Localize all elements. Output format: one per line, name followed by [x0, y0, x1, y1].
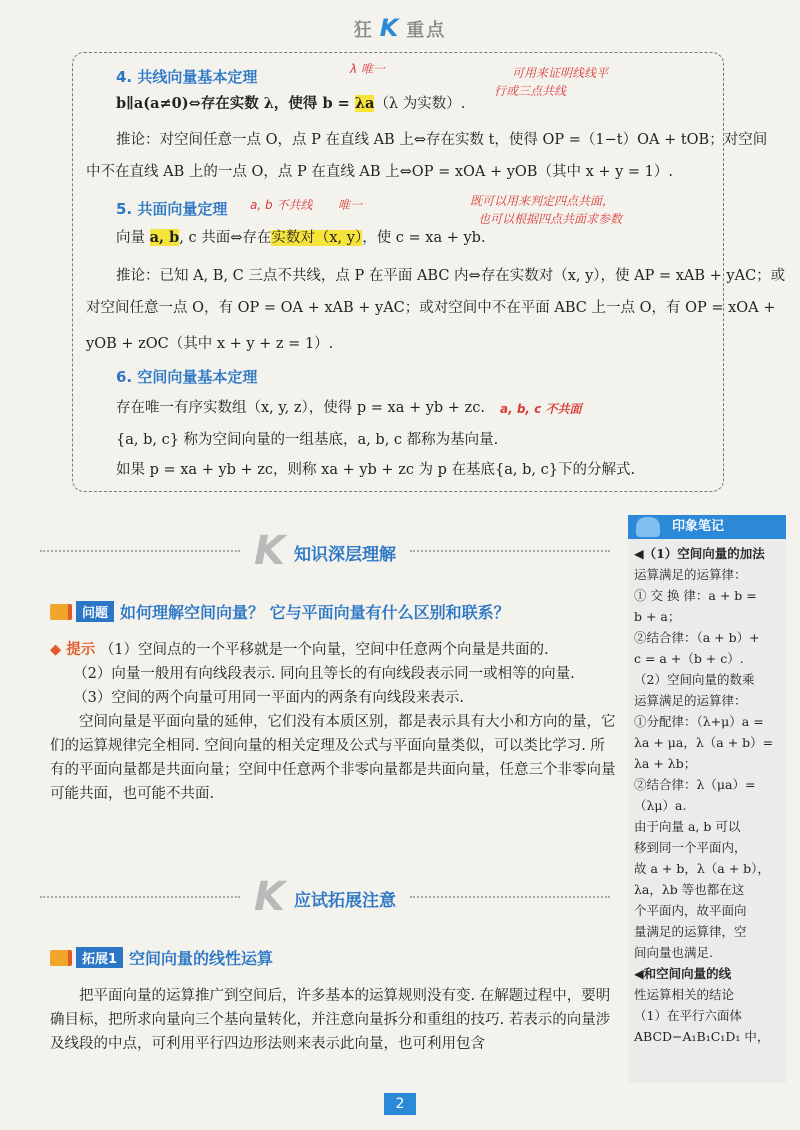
- hint-p1: [50, 638, 618, 662]
- s5-line1-highlight: a, b: [149, 229, 180, 246]
- s6-line3: 如果 p = xa + yb + zc，则称 xa + yb + zc 为 p 在基底{a, b, c}下的分解式.: [116, 462, 636, 478]
- sidebar-line: λa，λb 等也都在这: [634, 882, 745, 897]
- s6-line2: {a, b, c} 称为空间向量的一组基底，a, b, c 都称为基向量.: [116, 432, 499, 448]
- s4-line1-a: b∥a(a≠0)⇔存在实数 λ，使得 b =: [116, 95, 355, 112]
- banner-deep-understanding: [40, 528, 610, 574]
- sidebar-line: 移到同一个平面内，: [634, 840, 747, 855]
- sidebar-line: ◀和空间向量的线: [634, 966, 732, 981]
- s6-line1: 存在唯一有序实数组（x, y, z），使得 p = xa + yb + zc.: [116, 400, 485, 416]
- sidebar-line: ②结合律：（a + b）+: [634, 630, 760, 645]
- page-number: 2: [384, 1093, 416, 1115]
- s4-line1-b: （λ 为实数）.: [374, 96, 466, 112]
- note-lambda-unique: λ 唯一: [350, 62, 385, 76]
- sidebar-header: [628, 515, 786, 539]
- header-left: 狂: [353, 20, 374, 41]
- sidebar-line: ①分配律：（λ+μ）a =: [634, 714, 764, 729]
- sidebar-line: （λμ）a.: [634, 798, 687, 813]
- note-coplanar-a: 既可以用来判定四点共面，: [470, 194, 615, 208]
- s5-inference-3: yOB + zOC（其中 x + y + z = 1）.: [86, 336, 334, 352]
- sidebar-line: 运算满足的运算律：: [634, 567, 747, 582]
- sidebar-line: ◀（1）空间向量的加法: [634, 546, 765, 561]
- elephant-icon: [636, 517, 660, 537]
- sidebar-line: b + a；: [634, 609, 681, 624]
- running-header: [0, 14, 800, 42]
- sidebar-line: 量满足的运算律，空: [634, 924, 747, 939]
- k-logo: K: [379, 14, 401, 42]
- hint-p1-text: （1）空间点的一个平移就是一个向量，空间中任意两个向量是共面的.: [99, 642, 549, 658]
- banner-title: 知识深层理解: [294, 545, 396, 565]
- s4-inference-1: 推论：对空间任意一点 O，点 P 在直线 AB 上⇔存在实数 t，使得 OP =（1−t）OA + tOB；对空间: [116, 132, 768, 148]
- section-6-title: 6. 空间向量基本定理: [116, 368, 258, 386]
- note-collinear-a: 可用来证明线线平: [512, 66, 609, 80]
- s5-line1-a: 向量: [116, 230, 150, 246]
- sidebar-body: [628, 539, 786, 1047]
- expand-title: 空间向量的线性运算: [129, 949, 274, 968]
- hint-block: [50, 638, 618, 806]
- header-right: 重点: [406, 20, 447, 41]
- note-collinear-b: 行或三点共线: [494, 84, 567, 98]
- s5-line1-highlight-2: 实数对（x, y）: [271, 230, 363, 246]
- banner-rule-left: [40, 550, 240, 552]
- sidebar-line: λa + λb；: [634, 756, 697, 771]
- s5-line1: [116, 228, 486, 248]
- expand-paragraph: 把平面向量的运算推广到空间后，许多基本的运算规则没有变. 在解题过程中，要明确目标，把所求向量向三个基向量转化，并注意向量拆分和重组的技巧. 若表示的向量涉及线段的中点，可利用平行四边形法则来表示此向量，也可利用包含: [50, 988, 611, 1052]
- hint-p4: 空间向量是平面向量的延伸，它们没有本质区别，都是表示具有大小和方向的量，它们的运算规律完全相同. 空间向量的相关定理及公式与平面向量类似，可以类比学习. 所有的平面向量都是共面向量；空间中任意两个非零向量都是共面向量，任意三个非零向量可能共面，也可能不共面.: [50, 714, 616, 802]
- sidebar-notes: [628, 515, 786, 1083]
- s4-line1-highlight: λa: [354, 95, 375, 112]
- sidebar-line: λa + μa，λ（a + b）=: [634, 735, 774, 750]
- banner2-rule-left: [40, 896, 240, 898]
- hint-label: ◆ 提示: [50, 642, 96, 658]
- note-not-coplanar: a, b, c 不共面: [500, 402, 582, 416]
- sidebar-line: （1）在平行六面体: [634, 1008, 742, 1023]
- sidebar-line: ① 交 换 律：a + b =: [634, 588, 757, 603]
- hint-p2: （2）向量一般用有向线段表示. 同向且等长的有向线段表示同一或相等的向量.: [73, 666, 575, 682]
- question-title: 如何理解空间向量？ 它与平面向量有什么区别和联系？: [120, 603, 510, 622]
- sidebar-line: 由于向量 a, b 可以: [634, 819, 741, 834]
- note-unique: 唯一: [338, 198, 363, 212]
- banner-exam-notes: [40, 874, 610, 920]
- sidebar-line: c = a +（b + c）.: [634, 651, 744, 666]
- question-tag: 问题: [76, 601, 114, 622]
- expand-tag: 拓展1: [76, 947, 123, 968]
- hint-label-text: 提示: [66, 642, 96, 658]
- banner-rule-right: [410, 550, 610, 552]
- s5-line1-c: ，使 c = xa + yb.: [362, 230, 486, 246]
- book-icon: [50, 950, 72, 966]
- sidebar-line: 运算满足的运算律：: [634, 693, 747, 708]
- sidebar-line: ②结合律：λ（μa）=: [634, 777, 756, 792]
- sidebar-title: 印象笔记: [672, 519, 725, 534]
- s5-inference-2: 对空间任意一点 O，有 OP = OA + xAB + yAC；或对空间中不在平面 ABC 上一点 O，有 OP = xOA +: [86, 300, 776, 316]
- s4-line1: [116, 94, 465, 114]
- sidebar-line: 故 a + b，λ（a + b），: [634, 861, 770, 876]
- sidebar-line: 个平面内，故平面向: [634, 903, 747, 918]
- s4-inference-2: 中不在直线 AB 上的一点 O，点 P 在直线 AB 上⇔OP = xOA + yOB（其中 x + y = 1）.: [86, 164, 674, 180]
- note-coplanar-b: 也可以根据四点共面求参数: [478, 212, 623, 226]
- banner2-k-icon: K: [254, 874, 285, 920]
- hint-p3: （3）空间的两个向量可用同一平面内的两条有向线段来表示.: [73, 690, 465, 706]
- s5-inference-1: 推论：已知 A, B, C 三点不共线，点 P 在平面 ABC 内⇔存在实数对（x, y），使 AP = xAB + yAC；或: [116, 268, 786, 284]
- sidebar-line: 间向量也满足.: [634, 945, 713, 960]
- expand-heading: [50, 946, 273, 969]
- section-5-title: 5. 共面向量定理: [116, 200, 228, 218]
- banner-k-icon: K: [254, 528, 285, 574]
- s5-line1-b: , c 共面⇔存在: [179, 230, 272, 246]
- sidebar-line: ABCD−A₁B₁C₁D₁ 中，: [634, 1029, 770, 1044]
- sidebar-line: 性运算相关的结论: [634, 987, 735, 1002]
- section-4-title: 4. 共线向量基本定理: [116, 68, 258, 86]
- book-icon: [50, 604, 72, 620]
- banner2-title: 应试拓展注意: [294, 891, 396, 911]
- banner2-rule-right: [410, 896, 610, 898]
- sidebar-line: （2）空间向量的数乘: [634, 672, 755, 687]
- note-not-collinear: a, b 不共线: [250, 198, 313, 212]
- question-heading: [50, 600, 510, 623]
